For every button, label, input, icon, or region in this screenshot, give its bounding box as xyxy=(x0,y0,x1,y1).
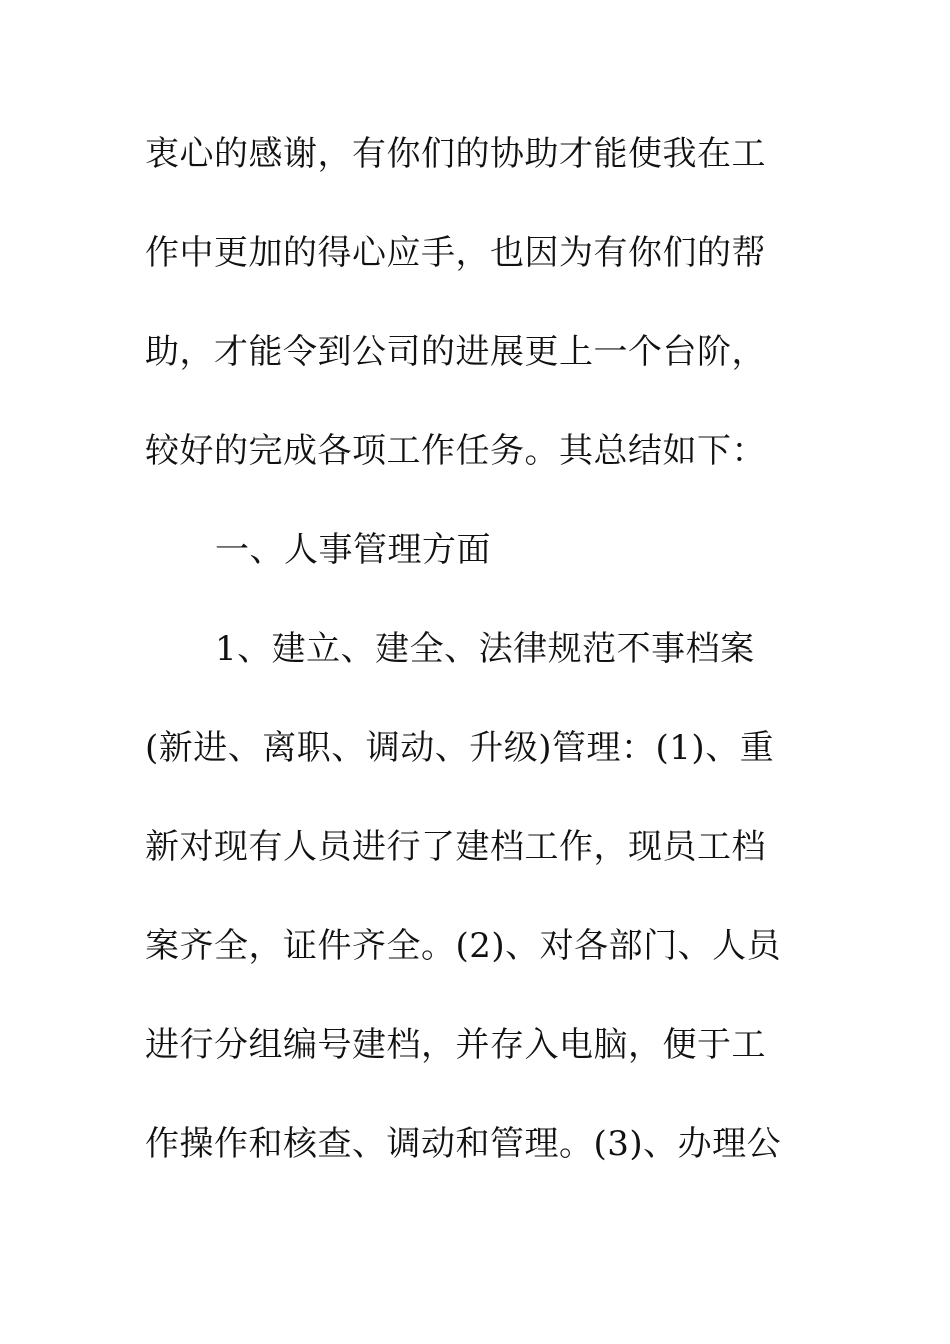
section-heading: 一、人事管理方面 xyxy=(215,530,491,570)
paragraph-line: 助，才能令到公司的进展更上一个台阶， xyxy=(145,332,766,372)
paragraph-line: (新进、离职、调动、升级)管理：(1)、重 xyxy=(145,728,775,768)
paragraph-line: 新对现有人员进行了建档工作，现员工档 xyxy=(145,827,766,867)
paragraph-line: 作操作和核查、调动和管理。(3)、办理公 xyxy=(145,1124,782,1164)
paragraph-line: 较好的完成各项工作任务。其总结如下： xyxy=(145,431,766,471)
paragraph-line: 衷心的感谢，有你们的协助才能使我在工 xyxy=(145,134,766,174)
item-heading: 1、建立、建全、法律规范不事档案 xyxy=(215,629,755,669)
paragraph-line: 进行分组编号建档，并存入电脑，便于工 xyxy=(145,1025,766,1065)
paragraph-line: 作中更加的得心应手，也因为有你们的帮 xyxy=(145,233,766,273)
paragraph-line: 案齐全，证件齐全。(2)、对各部门、人员 xyxy=(145,926,782,966)
body-text xyxy=(145,124,825,1213)
